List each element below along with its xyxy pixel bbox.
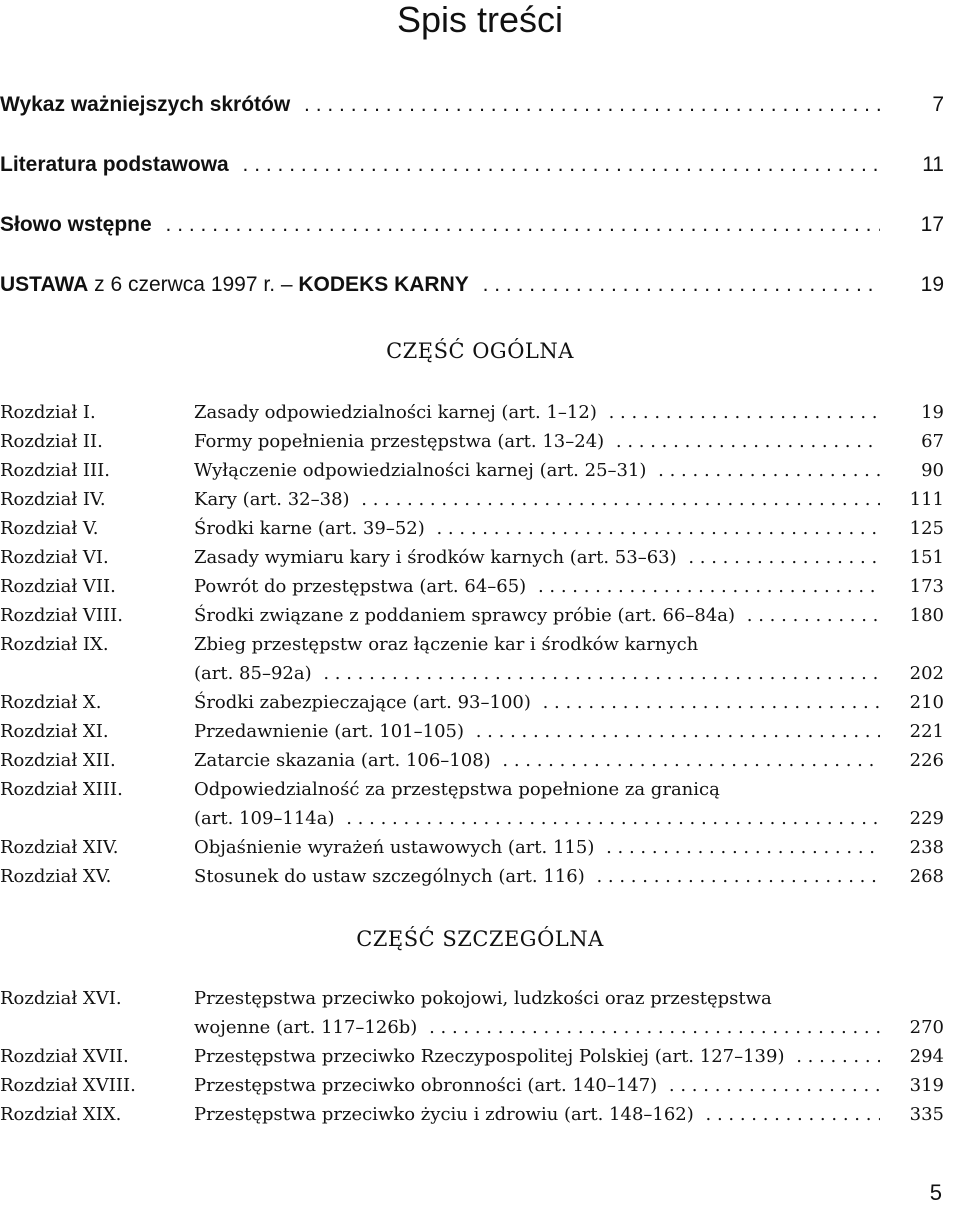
chapter-page: 67 [921,431,944,452]
toc-entry-page: 7 [932,93,944,116]
toc-chapter-row[interactable] [0,543,944,572]
chapter-page: 173 [909,576,944,597]
chapter-page: 210 [909,692,944,713]
toc-entry-page: 11 [922,153,944,176]
chapter-title: wojenne (art. 117–126b) [194,1017,423,1038]
chapter-number: Rozdział XI. [0,721,109,742]
chapter-page: 270 [909,1017,944,1038]
part-heading-general: CZĘŚĆ OGÓLNA [386,339,574,363]
chapter-title: Formy popełnienia przestępstwa (art. 13–24) [194,431,610,452]
toc-chapter-row[interactable] [0,456,944,485]
toc-chapter-row[interactable] [0,398,944,427]
chapter-title-line1: Zbieg przestępstw oraz łączenie kar i środków karnych [194,634,704,655]
toc-chapter-row[interactable] [0,775,944,833]
chapter-page: 221 [909,721,944,742]
chapter-number: Rozdział XIX. [0,1104,122,1125]
toc-entry-label: Literatura podstawowa [0,153,237,176]
chapter-title: Zasady wymiaru kary i środków karnych (art. 53–63) [194,547,683,568]
toc-chapter-row[interactable] [0,601,944,630]
toc-chapter-row[interactable] [0,688,944,717]
toc-chapter-row[interactable] [0,572,944,601]
chapter-title: Powrót do przestępstwa (art. 64–65) [194,576,532,597]
chapter-page: 151 [909,547,944,568]
chapter-title-line1: Przestępstwa przeciwko pokojowi, ludzkości oraz przestępstwa [194,988,778,1009]
chapter-title: Zasady odpowiedzialności karnej (art. 1–12) [194,402,603,423]
toc-entry-abbreviations[interactable] [0,90,944,120]
chapter-number: Rozdział III. [0,460,110,481]
chapter-number: Rozdział V. [0,518,99,539]
chapter-title: (art. 109–114a) [194,808,341,829]
chapter-title: Przedawnienie (art. 101–105) [194,721,470,742]
part-heading-special: CZĘŚĆ SZCZEGÓLNA [356,927,604,951]
chapter-page: 19 [921,402,944,423]
toc-chapter-row[interactable] [0,984,944,1042]
chapter-number: Rozdział VII. [0,576,116,597]
toc-chapter-row[interactable] [0,514,944,543]
chapter-page: 125 [909,518,944,539]
page-title: Spis treści [396,0,564,40]
chapter-number: Rozdział XIV. [0,837,119,858]
chapter-title: Środki związane z poddaniem sprawcy próbie (art. 66–84a) [194,605,741,626]
chapter-title-line1: Odpowiedzialność za przestępstwa popełnione za granicą [194,779,726,800]
chapter-number: Rozdział XII. [0,750,116,771]
toc-chapter-row[interactable] [0,1042,944,1071]
chapter-number: Rozdział XVIII. [0,1075,136,1096]
chapter-number: Rozdział II. [0,431,103,452]
chapter-title: Objaśnienie wyrażeń ustawowych (art. 115) [194,837,600,858]
chapter-title: (art. 85–92a) [194,663,318,684]
chapter-page: 238 [909,837,944,858]
toc-chapter-row[interactable] [0,1071,944,1100]
chapter-page: 226 [909,750,944,771]
toc-entry-label: Wykaz ważniejszych skrótów [0,93,298,116]
chapter-title: Przestępstwa przeciwko obronności (art. 140–147) [194,1075,663,1096]
chapter-title: Przestępstwa przeciwko życiu i zdrowiu (art. 148–162) [194,1104,700,1125]
toc-chapter-row[interactable] [0,717,944,746]
chapter-title: Wyłączenie odpowiedzialności karnej (art. 25–31) [194,460,652,481]
toc-chapter-row[interactable] [0,427,944,456]
toc-entry-label: Słowo wstępne [0,213,160,236]
chapter-number: Rozdział XV. [0,866,112,887]
toc-entry-foreword[interactable] [0,210,944,240]
toc-entry-page: 19 [920,273,944,296]
chapter-title: Kary (art. 32–38) [194,489,356,510]
toc-chapter-row[interactable] [0,1100,944,1129]
chapter-page: 268 [909,866,944,887]
page-number: 5 [929,1180,942,1205]
chapter-number: Rozdział VI. [0,547,109,568]
chapter-number: Rozdział X. [0,692,102,713]
toc-entry-label-normal: z 6 czerwca 1997 r. – [88,273,299,296]
chapter-page: 294 [909,1046,944,1067]
chapter-title: Przestępstwa przeciwko Rzeczypospolitej Polskiej (art. 127–139) [194,1046,790,1067]
chapter-page: 202 [909,663,944,684]
chapter-title: Stosunek do ustaw szczególnych (art. 116) [194,866,591,887]
chapter-number: Rozdział XVII. [0,1046,129,1067]
chapter-page: 229 [909,808,944,829]
chapter-number: Rozdział XVI. [0,988,122,1009]
toc-entry-statute[interactable] [0,270,944,300]
toc-chapter-row[interactable] [0,833,944,862]
chapter-number: Rozdział VIII. [0,605,123,626]
chapter-page: 335 [909,1104,944,1125]
chapter-title: Środki zabezpieczające (art. 93–100) [194,692,537,713]
toc-chapter-row[interactable] [0,746,944,775]
chapter-number: Rozdział IV. [0,489,106,510]
toc-chapter-row[interactable] [0,630,944,688]
chapter-title: Środki karne (art. 39–52) [194,518,431,539]
toc-entry-page: 17 [920,213,944,236]
toc-entry-label-bold: KODEKS KARNY [298,273,469,296]
toc-entry-literature[interactable] [0,150,944,180]
toc-entry-label-bold: USTAWA [0,273,89,296]
chapter-number: Rozdział XIII. [0,779,123,800]
chapter-page: 111 [909,489,944,510]
chapter-page: 180 [909,605,944,626]
chapter-page: 90 [921,460,944,481]
toc-chapter-row[interactable] [0,485,944,514]
chapter-page: 319 [909,1075,944,1096]
chapter-number: Rozdział I. [0,402,96,423]
chapter-number: Rozdział IX. [0,634,109,655]
chapter-title: Zatarcie skazania (art. 106–108) [194,750,497,771]
toc-chapter-row[interactable] [0,862,944,891]
